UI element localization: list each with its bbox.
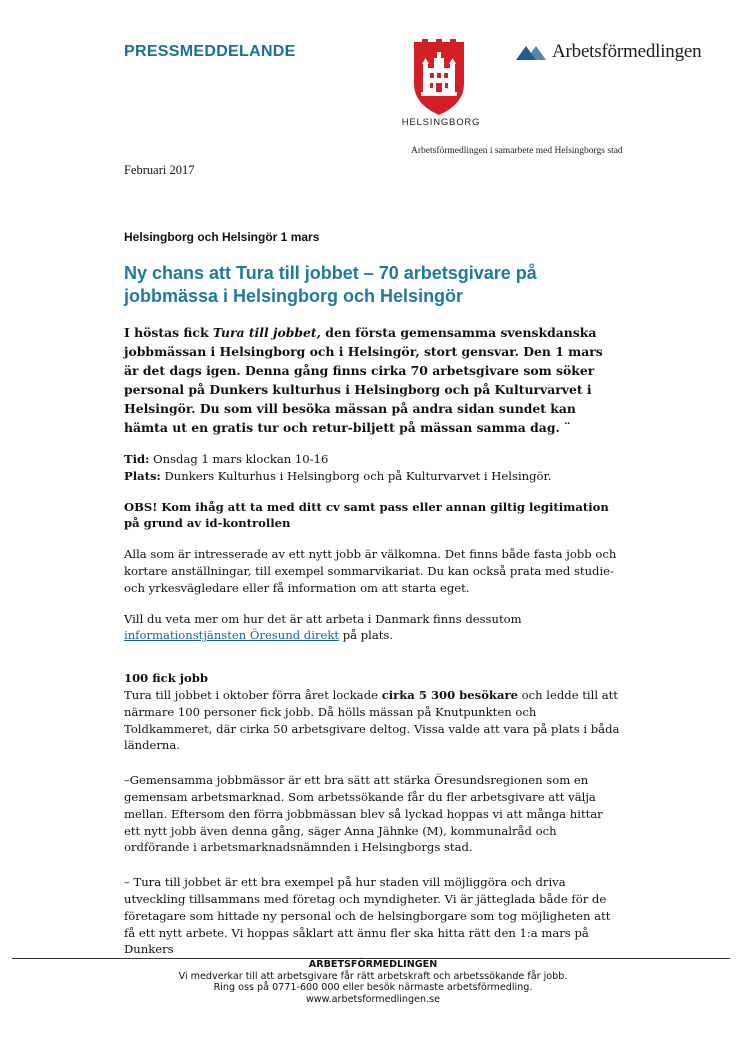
time-value: Onsdag 1 mars klockan 10-16 bbox=[149, 452, 329, 466]
collaboration-note: Arbetsförmedlingen i samarbete med Helsingborgs stad bbox=[411, 146, 623, 156]
welcome-paragraph: Alla som är intresserade av ett nytt jobb är välkomna. Det finns både fasta jobb och kortare anställningar, till exempel sommarvikariat. Du kan också prata med studie- och yrkesvägledare eller få information om att starta eget. bbox=[124, 547, 617, 595]
footer-line-2: Ring oss på 0771-600 000 eller besök närmaste arbetsförmedling. bbox=[213, 982, 533, 993]
footer-line-1: Vi medverkar till att arbetsgivare får rätt arbetskraft och arbetssökande får jobb. bbox=[178, 970, 568, 982]
footer-url: www.arbetsformedlingen.se bbox=[305, 993, 441, 1005]
event-details bbox=[124, 451, 620, 485]
headline: Ny chans att Tura till jobbet – 70 arbetsgivare på jobbmässa i Helsingborg och Helsingör bbox=[124, 263, 537, 306]
footer bbox=[0, 959, 746, 1005]
oresund-direkt-link[interactable]: informationstjänsten Öresund direkt bbox=[124, 628, 340, 643]
denmark-text-2: på plats. bbox=[339, 628, 394, 643]
lead-paragraph bbox=[124, 323, 620, 437]
p1-text-a: Tura till jobbet i oktober förra året lockade bbox=[124, 687, 382, 702]
lead-text-1: I höstas fick bbox=[124, 325, 213, 340]
helsingborg-crest-logo bbox=[411, 38, 467, 120]
af-triangle-icon bbox=[516, 43, 550, 61]
section-paragraph-2: –Gemensamma jobbmässor är ett bra sätt att stärka Öresundsregionen som en gemensam arbetsmarknad. Som arbetssökande får du fler arbetsgivare att välja mellan. Eftersom den förra jobbmässan blev så lyckad hoppas vi att många hittar ett nytt jobb även denna gång, säger Anna Jähnke (M), kommunalråd och ordförande i arbetsmarknadsnämnden i Helsingborgs stad. bbox=[124, 773, 603, 855]
p1-text-c: och ledde till att närmare 100 personer fick jobb. Då hölls mässan på Knutpunkten och Toldkammeret, där cirka 50 arbetsgivare deltog. Vissa valde att vara på plats i båda länderna. bbox=[124, 687, 620, 753]
section-paragraph-1 bbox=[124, 687, 620, 754]
press-release-label: PRESSMEDDELANDE bbox=[124, 43, 296, 60]
lead-italic: Tura till jobbet, bbox=[212, 325, 321, 340]
dateline: Helsingborg och Helsingör 1 mars bbox=[124, 230, 320, 244]
release-date: Februari 2017 bbox=[124, 163, 195, 177]
af-logo-name: Arbetsförmedlingen bbox=[552, 41, 702, 62]
denmark-paragraph bbox=[124, 611, 620, 645]
lead-text-2: den första gemensamma svenskdanska jobbmässan i Helsingborg och i Helsingör, stort gensvar. Den 1 mars är det dags igen. Denna gång finns cirka 70 arbetsgivare som söker personal på Dunkers kulturhus i Helsingborg och på Kulturvarvet i Helsingör. Du som vill besöka mässan på andra sidan sundet kan hämta ut en gratis tur och retur-biljett på mässan samma dag. ¨ bbox=[124, 325, 603, 435]
section-paragraph-3: – Tura till jobbet är ett bra exempel på hur staden vill möjliggöra och driva utveckling tillsammans med företag och myndigheter. Vi är jätteglada både för de företagare som hittade ny personal och de helsingborgare som tog möjligheten att få ett nytt arbete. Vi hoppas såklart att ännu fler ska hitta rätt den 1:a mars på Dunkers bbox=[124, 875, 611, 957]
time-label: Tid: bbox=[124, 452, 150, 466]
helsingborg-logo-text: HELSINGBORG bbox=[401, 117, 481, 128]
obs-notice: OBS! Kom ihåg att ta med ditt cv samt pass eller annan giltig legitimation på grund av id-kontrollen bbox=[124, 499, 609, 531]
denmark-text-1: Vill du veta mer om hur det är att arbeta i Danmark finns dessutom bbox=[124, 611, 522, 626]
place-value: Dunkers Kulturhus i Helsingborg och på Kulturvarvet i Helsingör. bbox=[160, 468, 552, 483]
footer-title: ARBETSFÖRMEDLINGEN bbox=[308, 959, 438, 970]
crest-icon bbox=[411, 38, 467, 116]
arbetsformedlingen-logo bbox=[516, 41, 701, 63]
place-label: Plats: bbox=[124, 468, 161, 483]
section-heading: 100 fick jobb bbox=[124, 671, 208, 686]
article-body bbox=[124, 323, 620, 972]
p1-visitors: cirka 5 300 besökare bbox=[381, 687, 518, 702]
